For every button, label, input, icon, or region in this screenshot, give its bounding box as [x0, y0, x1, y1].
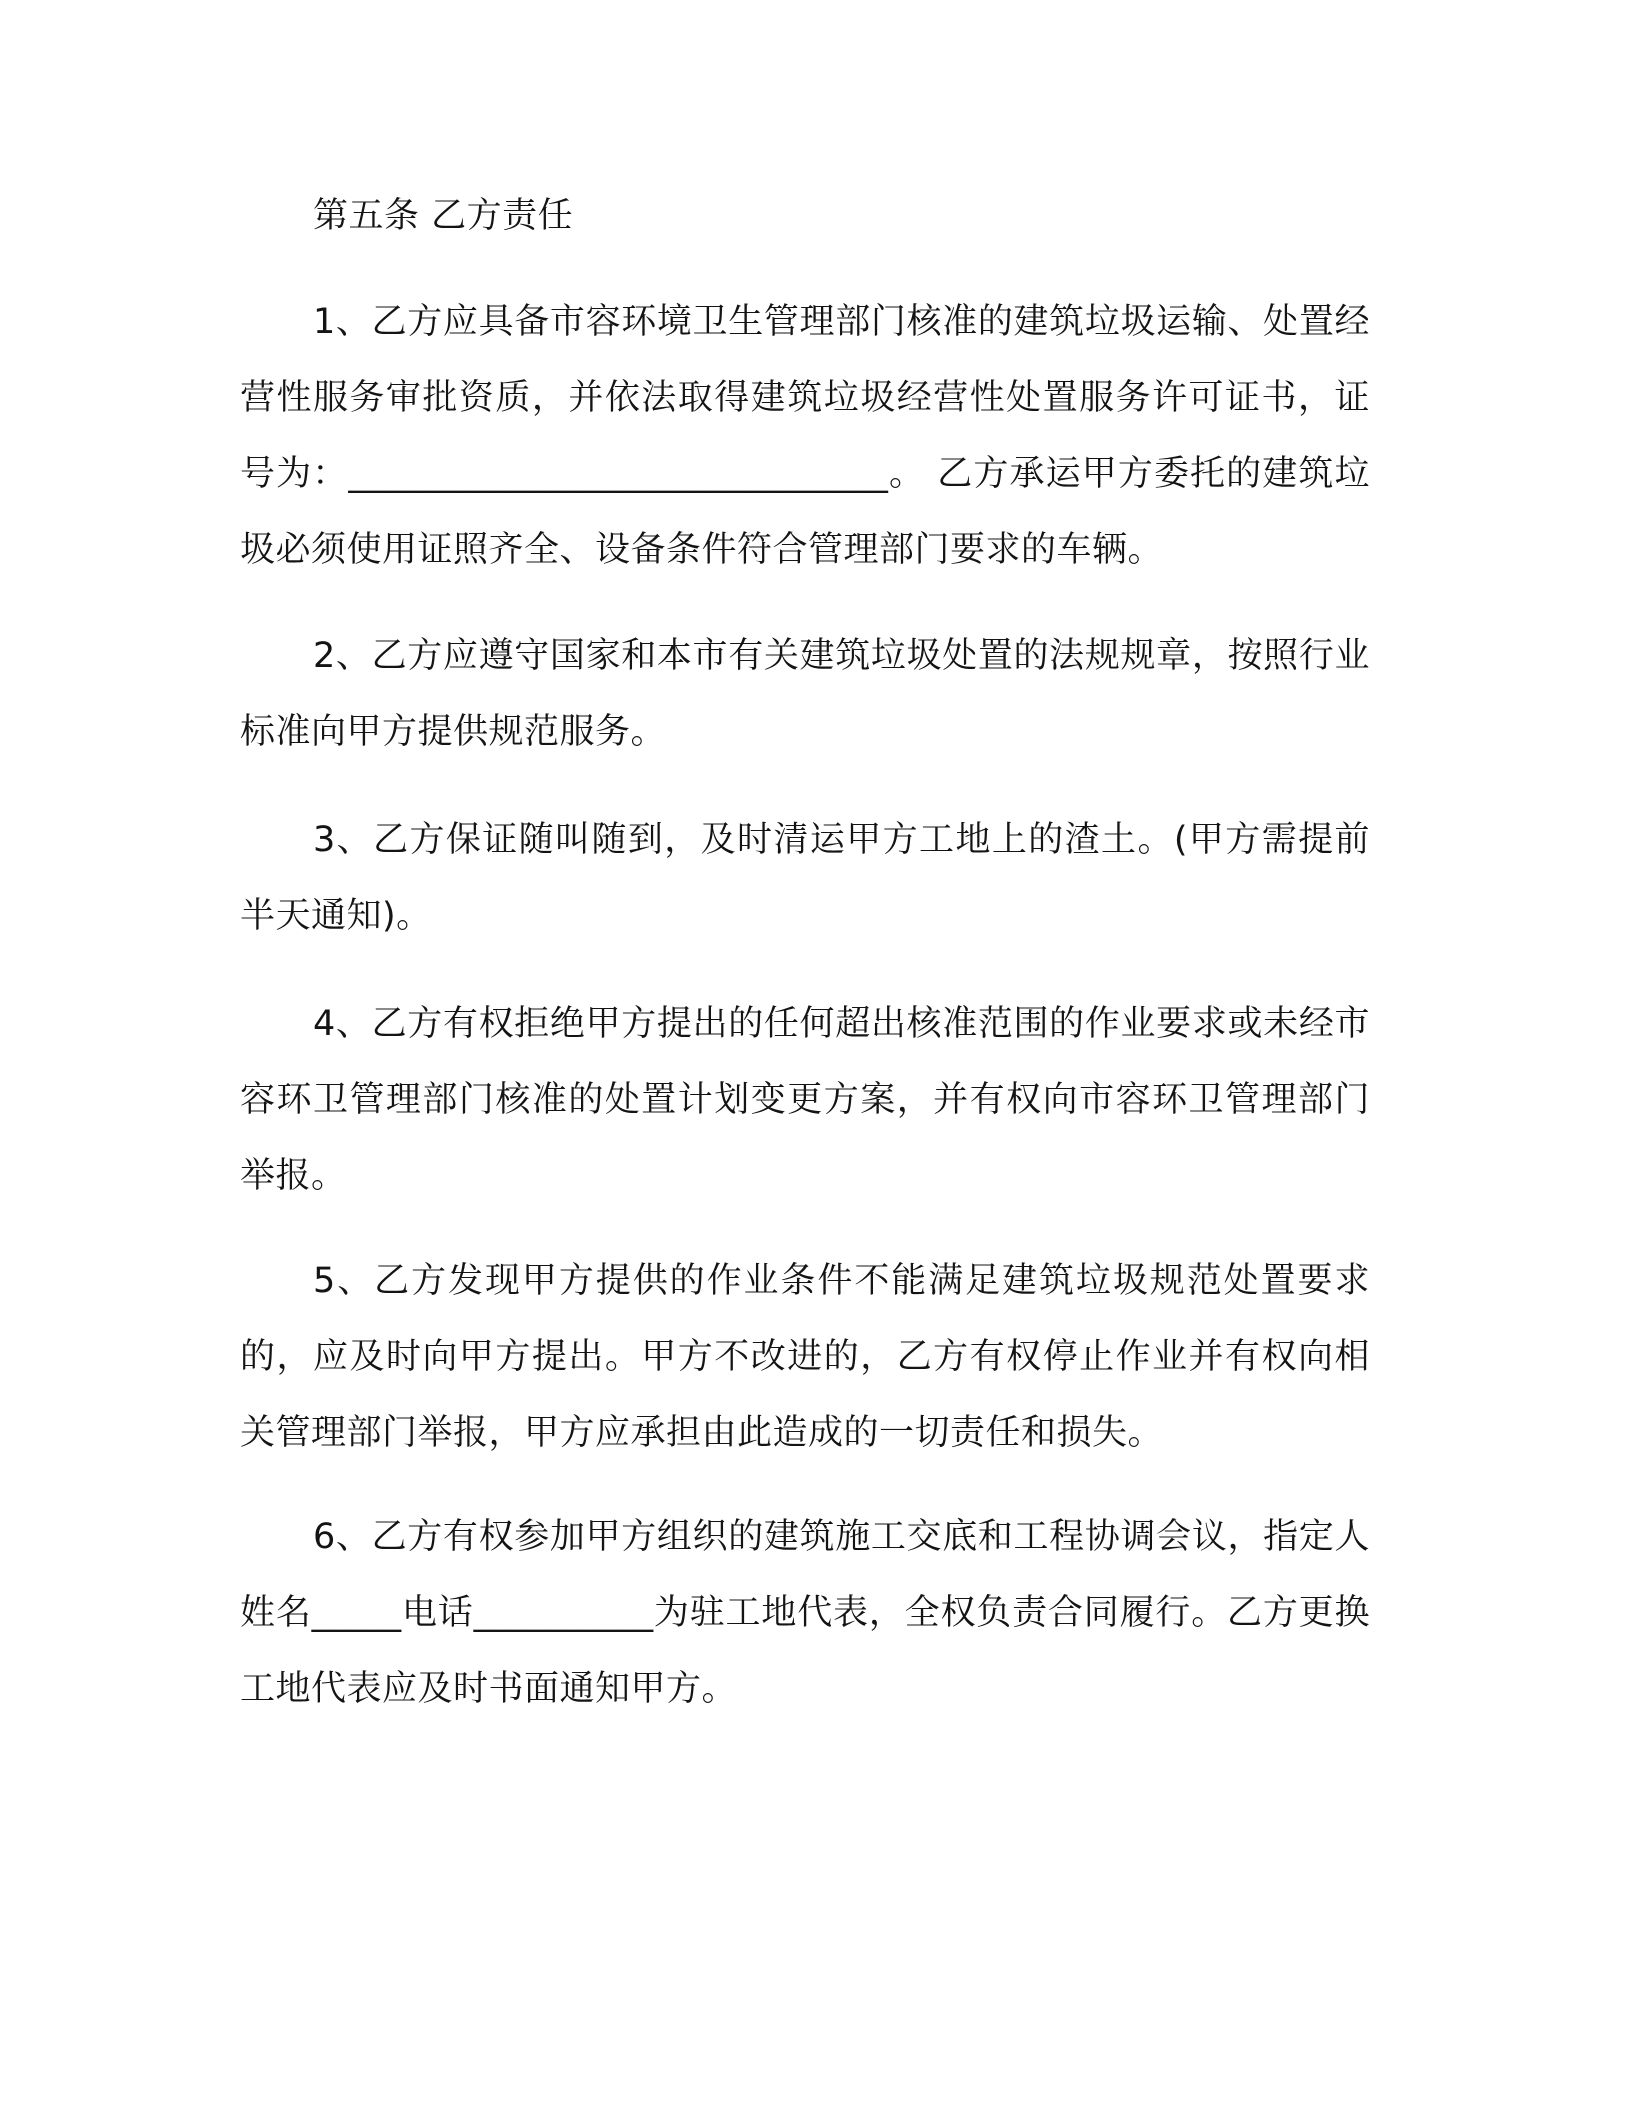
clause-1: 1、乙方应具备市容环境卫生管理部门核准的建筑垃圾运输、处置经营性服务审批资质，并依法取得建筑垃圾经营性处置服务许可证书，证号为：______________________________。 乙方承运甲方委托的建筑垃圾必须使用证照齐全、设备条件符合管理部门要求的车辆。 [240, 302, 1370, 570]
clause-6: 6、乙方有权参加甲方组织的建筑施工交底和工程协调会议，指定人姓名_____电话__________为驻工地代表，全权负责合同履行。乙方更换工地代表应及时书面通知甲方。 [240, 1517, 1370, 1709]
clause-4: 4、乙方有权拒绝甲方提出的任何超出核准范围的作业要求或未经市容环卫管理部门核准的处置计划变更方案，并有权向市容环卫管理部门举报。 [240, 1004, 1370, 1196]
clause-5: 5、乙方发现甲方提供的作业条件不能满足建筑垃圾规范处置要求的，应及时向甲方提出。甲方不改进的，乙方有权停止作业并有权向相关管理部门举报，甲方应承担由此造成的一切责任和损失。 [240, 1261, 1370, 1453]
clause-2: 2、乙方应遵守国家和本市有关建筑垃圾处置的法规规章，按照行业标准向甲方提供规范服务。 [240, 636, 1370, 752]
clause-3: 3、乙方保证随叫随到，及时清运甲方工地上的渣土。(甲方需提前半天通知)。 [240, 820, 1370, 936]
section-title: 第五条 乙方责任 [313, 196, 574, 236]
